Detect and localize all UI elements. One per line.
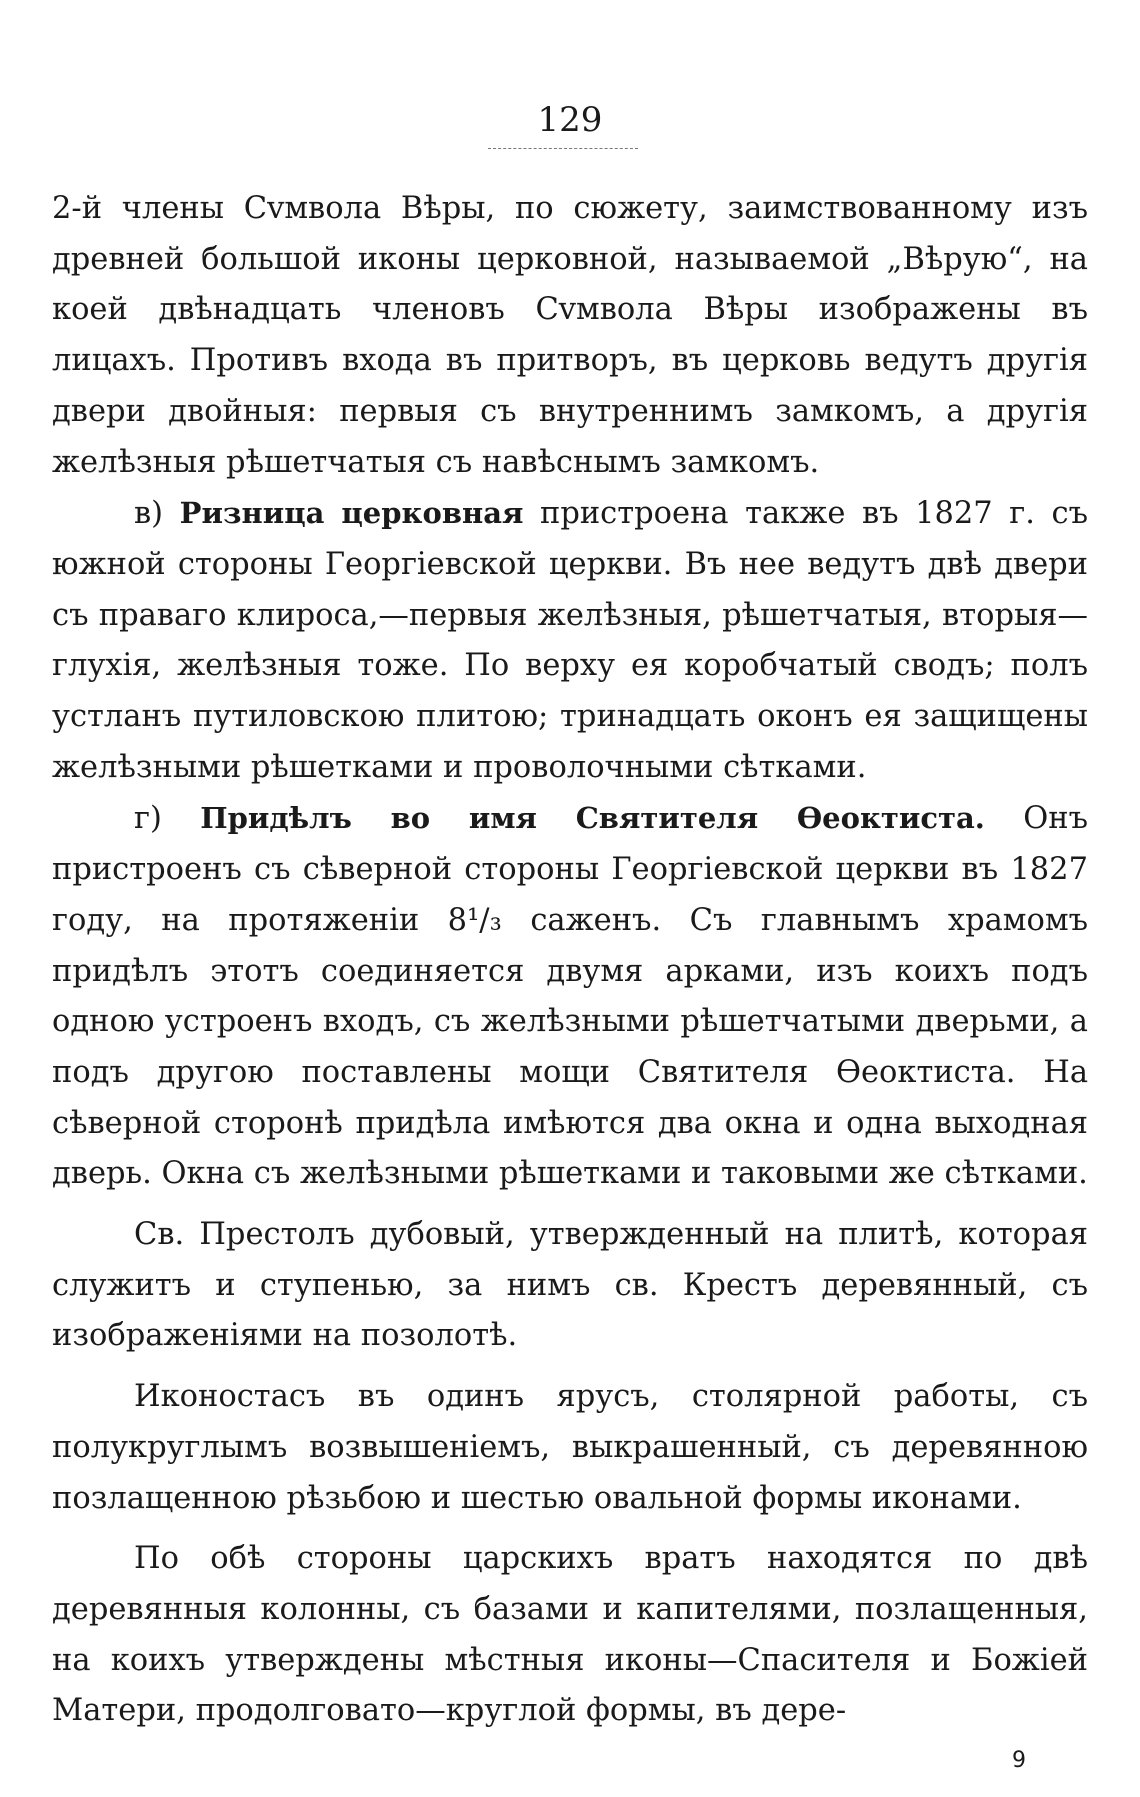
page-number: 129 <box>537 100 603 140</box>
signature-mark: 9 <box>1012 1748 1026 1773</box>
header-rule <box>488 148 638 149</box>
paragraph-2-text: пристроена также въ 1827 г. съ южной стороны Георгіевской церкви. Въ нее ведутъ двѣ двери съ праваго клироса,—первыя желѣзныя, рѣшетчатыя, вторыя—глухія, желѣзныя тоже. По верху ея коробчатый сводъ; полъ устланъ путиловскою плитою; тринадцать оконъ ея защищены желѣзными рѣшетками и проволочными сѣтками. <box>52 496 1089 785</box>
paragraph-6-text: По обѣ стороны царскихъ вратъ находятся по двѣ деревянныя колонны, съ базами и капителями, позлащенныя, на коихъ утверждены мѣстныя иконы—Спасителя и Божіей Матери, продолговато—круглой формы, въ дере- <box>52 1541 1088 1729</box>
paragraph-2 <box>52 488 1088 793</box>
section-heading-chapel: Придѣлъ во имя Святителя Ѳеоктиста. <box>200 801 985 836</box>
paragraph-3-lead: г) <box>134 801 201 837</box>
paragraph-4-text: Св. Престолъ дубовый, утвержденный на плитѣ, которая служитъ и ступенью, за нимъ св. Крестъ деревянный, съ изображеніями на позолотѣ. <box>52 1217 1088 1354</box>
paragraph-3-text: Онъ пристроенъ съ сѣверной стороны Георгіевской церкви въ 1827 году, на протяженіи 8¹/₃ саженъ. Съ главнымъ храмомъ придѣлъ этотъ соединяется двумя арками, изъ коихъ подъ одною устроенъ входъ, съ желѣзными рѣшетчатыми дверьми, а подъ другою поставлены мощи Святителя Ѳеоктиста. На сѣверной сторонѣ придѣла имѣются два окна и одна выходная дверь. Окна съ желѣзными рѣшетками и таковыми же сѣтками. <box>52 801 1089 1192</box>
body-text <box>52 184 1088 1737</box>
paragraph-4 <box>52 1210 1088 1362</box>
paragraph-5-text: Иконостасъ въ одинъ ярусъ, столярной работы, съ полукруглымъ возвышеніемъ, выкрашенный, съ деревянною позлащенною рѣзьбою и шестью овальной формы иконами. <box>52 1379 1088 1516</box>
paragraph-1 <box>52 184 1088 488</box>
paragraph-2-lead: в) <box>134 496 180 532</box>
paragraph-5 <box>52 1372 1088 1524</box>
paragraph-1-text: 2-й члены Сvмвола Вѣры, по сюжету, заимствованному изъ древней большой иконы церковной, называемой „Вѣрую“, на коей двѣнадцать членовъ Сvмвола Вѣры изображены въ лицахъ. Противъ входа въ притворъ, въ церковь ведутъ другія двери двойныя: первыя съ внутреннимъ замкомъ, а другія желѣзныя рѣшетчатыя съ навѣснымъ замкомъ. <box>52 191 1088 480</box>
paragraph-6 <box>52 1534 1088 1737</box>
paragraph-3 <box>52 793 1088 1200</box>
section-heading-vestry: Ризница церковная <box>179 496 524 531</box>
